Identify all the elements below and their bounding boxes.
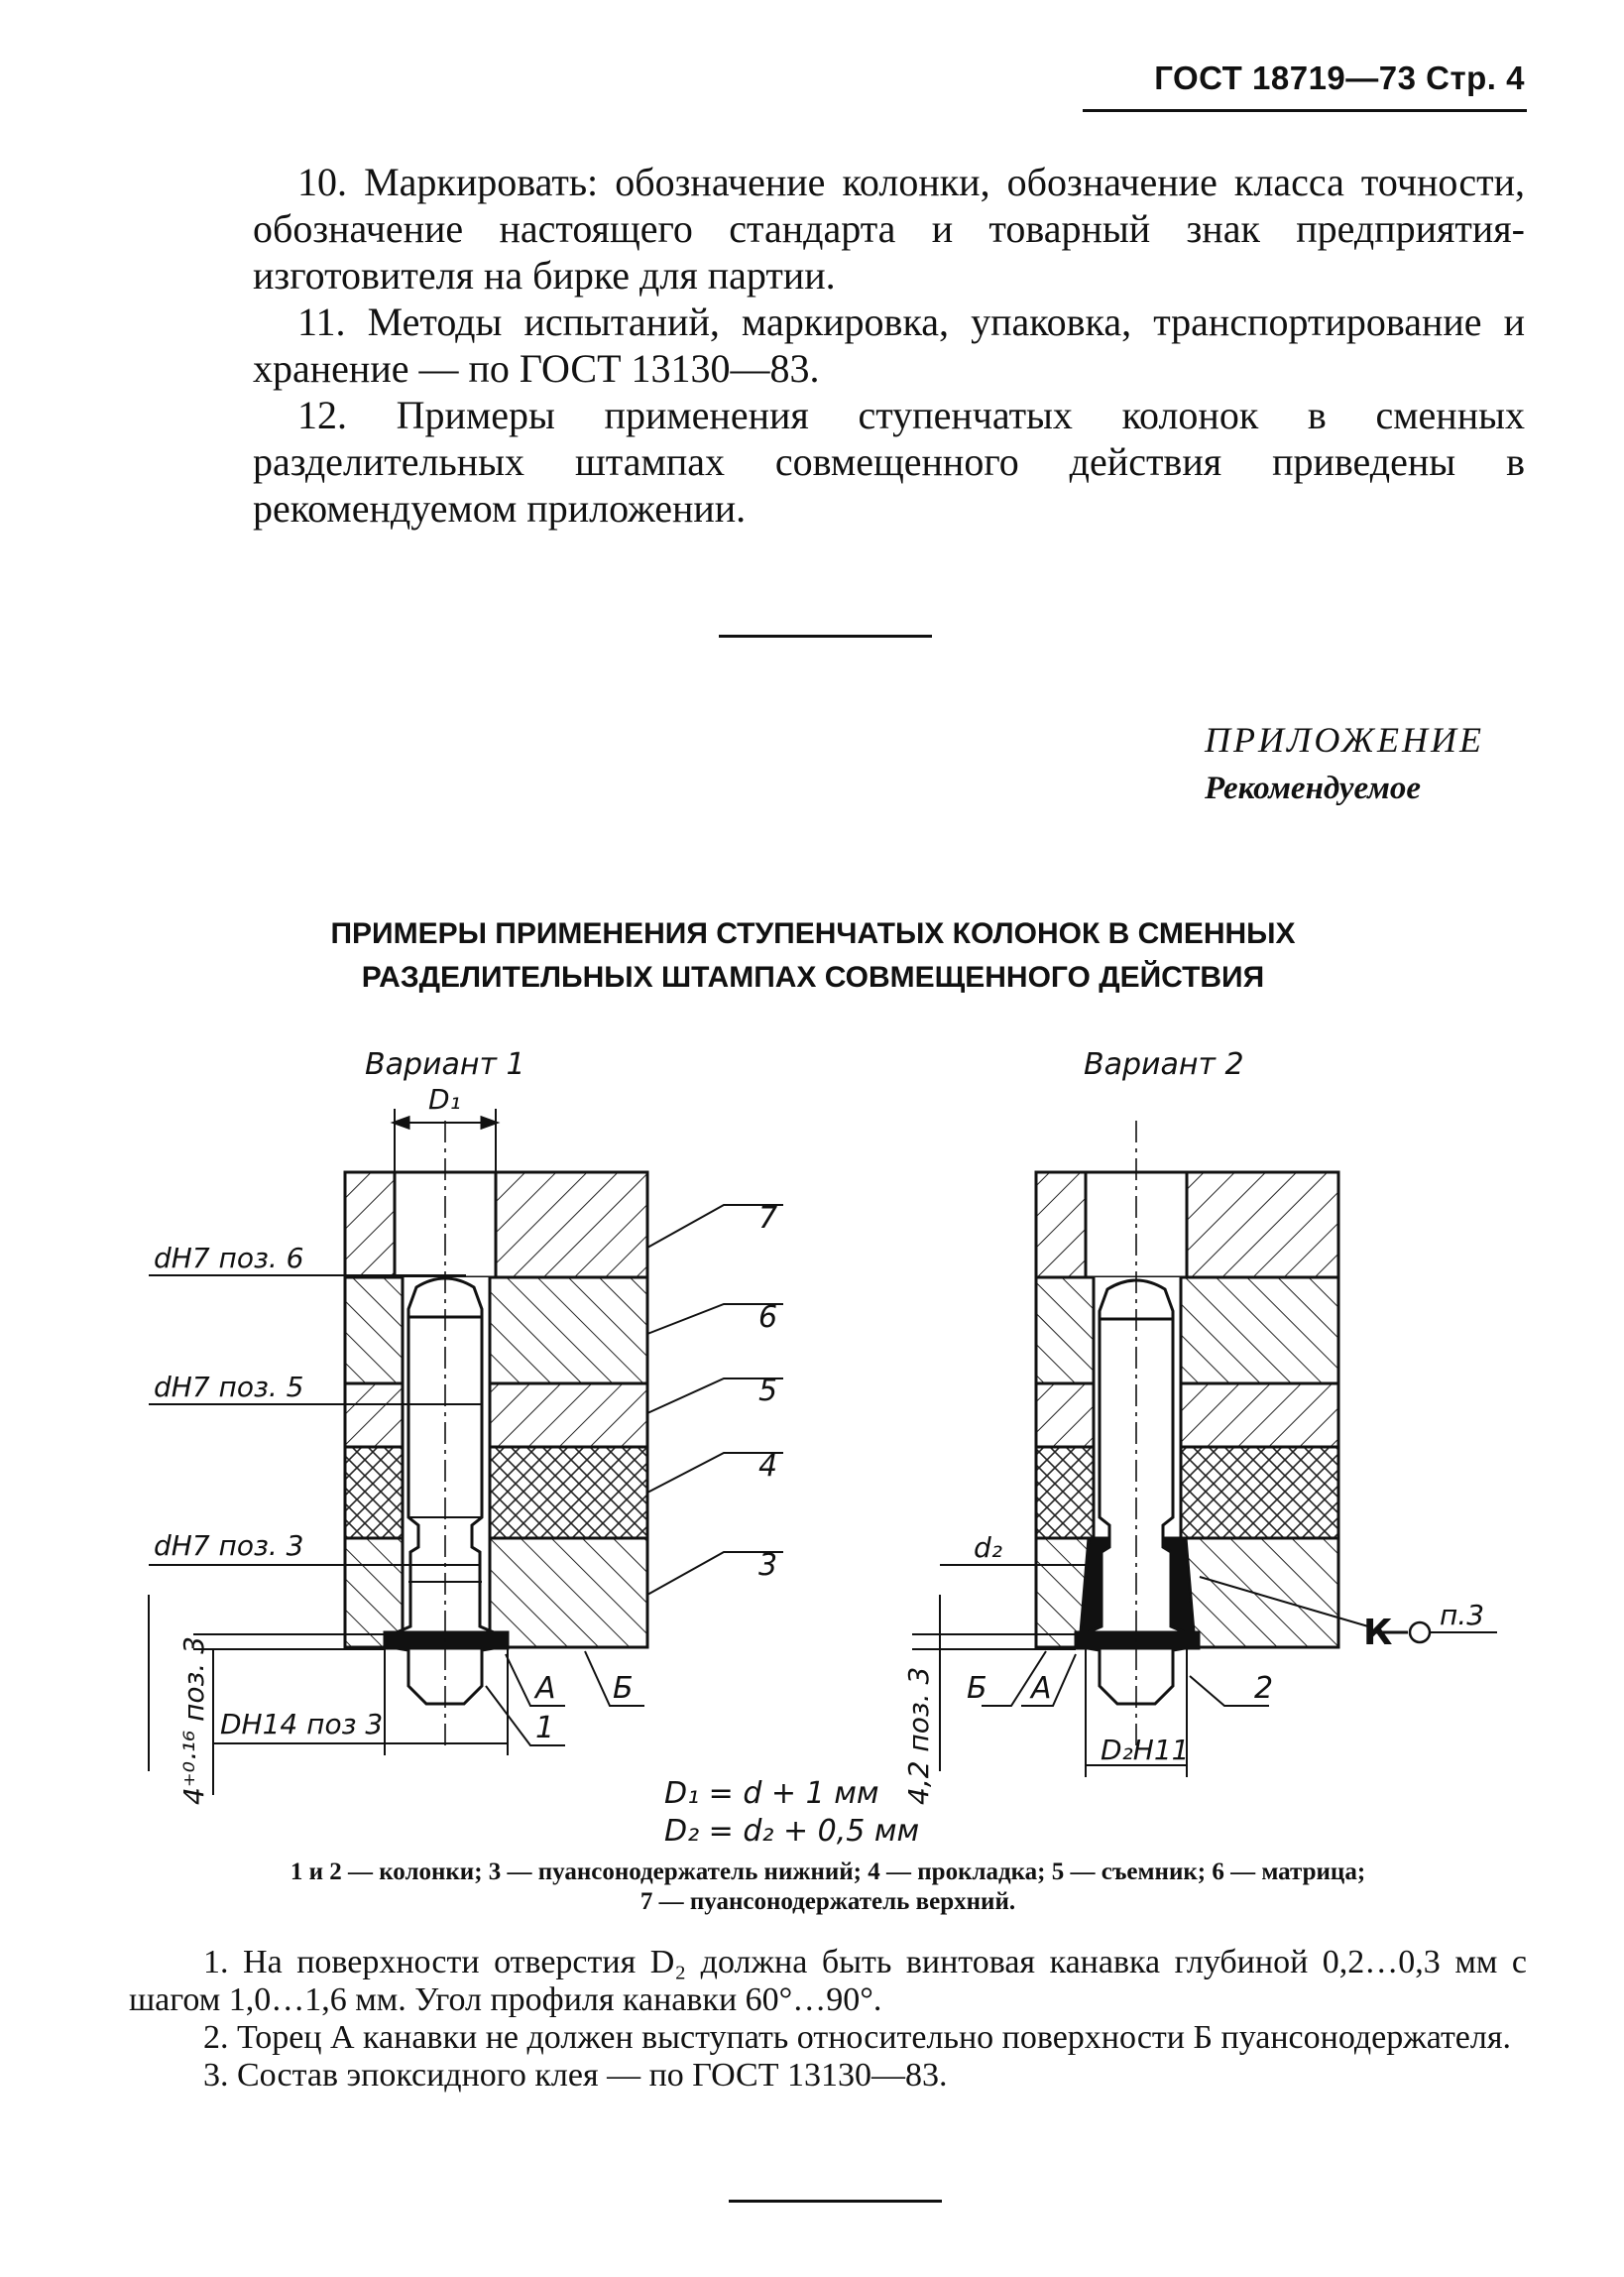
v1-d1-label: D₁ xyxy=(428,1083,461,1116)
variant-2-drawing xyxy=(912,1121,1497,1777)
caption-line-1: 1 и 2 — колонки; 3 — пуансонодержатель нижний; 4 — прокладка; 5 — съемник; 6 — матрица; xyxy=(290,1858,1366,1885)
v1-label-3: 3 xyxy=(758,1548,778,1583)
note-2: 2. Торец А канавки не должен выступать относительно поверхности Б пуансонодержателя. xyxy=(203,2019,1511,2056)
v1-dh7-6-label: dH7 поз. 6 xyxy=(154,1242,304,1274)
figure-title-line-1: ПРИМЕРЫ ПРИМЕНЕНИЯ СТУПЕНЧАТЫХ КОЛОНОК В СМЕННЫХ xyxy=(330,917,1296,950)
v1-label-b: Б xyxy=(613,1671,634,1706)
v1-dh14-label: DH14 поз 3 xyxy=(220,1708,384,1740)
note-3: 3. Состав эпоксидного клея — по ГОСТ 13130—83. xyxy=(203,2057,948,2094)
page-header: ГОСТ 18719—73 Стр. 4 xyxy=(1154,60,1525,96)
bottom-separator xyxy=(729,2200,942,2203)
figure-title-line-2: РАЗДЕЛИТЕЛЬНЫХ ШТАМПАХ СОВМЕЩЕННОГО ДЕЙСТВИЯ xyxy=(361,961,1265,994)
v1-dh7-3-label: dH7 поз. 3 xyxy=(154,1529,304,1562)
v1-label-6: 6 xyxy=(758,1300,778,1335)
variant-1-label: Вариант 1 xyxy=(365,1047,525,1082)
v2-label-2: 2 xyxy=(1254,1671,1274,1706)
v1-label-1: 1 xyxy=(535,1711,555,1745)
figure-caption xyxy=(129,1858,1527,1917)
v1-vertical-dim-label: 4⁺⁰·¹⁶ поз. 3 xyxy=(177,1635,210,1805)
v1-label-5: 5 xyxy=(758,1374,778,1408)
v2-label-a: А xyxy=(1031,1671,1052,1706)
v1-label-a: А xyxy=(535,1671,556,1706)
appendix-title: ПРИЛОЖЕНИЕ xyxy=(1205,720,1484,760)
v2-label-b: Б xyxy=(967,1671,987,1706)
paragraph-12: 12. Примеры применения ступенчатых колонок в сменных разделительных штампах совмещенного действия приведены в рекомендуемом приложении. xyxy=(253,393,1525,531)
v2-label-k: К xyxy=(1363,1613,1393,1653)
appendix-subtitle: Рекомендуемое xyxy=(1205,771,1422,806)
v2-d2h11-label: D₂H11 xyxy=(1101,1734,1190,1766)
paragraph-11: 11. Методы испытаний, маркировка, упаковка, транспортирование и хранение — по ГОСТ 13130—83. xyxy=(253,300,1525,391)
paragraph-10: 10. Маркировать: обозначение колонки, обозначение класса точности, обозначение настоящего стандарта и товарный знак предприятия-изготовителя на бирке для партии. xyxy=(253,160,1525,298)
variant-2-label: Вариант 2 xyxy=(1084,1047,1244,1082)
v2-vertical-dim-label: 4,2 поз. 3 xyxy=(902,1666,935,1805)
v1-label-7: 7 xyxy=(758,1201,778,1236)
v1-dh7-5-label: dH7 поз. 5 xyxy=(154,1371,304,1403)
v1-label-4: 4 xyxy=(758,1449,778,1484)
caption-line-2: 7 — пуансонодержатель верхний. xyxy=(639,1888,1016,1915)
v2-label-p3: п.3 xyxy=(1440,1599,1485,1631)
v2-d2-label: d₂ xyxy=(974,1531,1002,1564)
variant-1-drawing xyxy=(149,1109,783,1795)
note-1: 1. На поверхности отверстия D₂ должна быть винтовая канавка глубиной 0,2…0,3 мм с шагом 1,0…1,6 мм. Угол профиля канавки 60°…90°. xyxy=(129,1944,1527,2018)
formula-1: D₁ = d + 1 мм xyxy=(664,1776,879,1811)
formula-2: D₂ = d₂ + 0,5 мм xyxy=(664,1814,920,1849)
figure-notes xyxy=(129,1944,1527,2095)
